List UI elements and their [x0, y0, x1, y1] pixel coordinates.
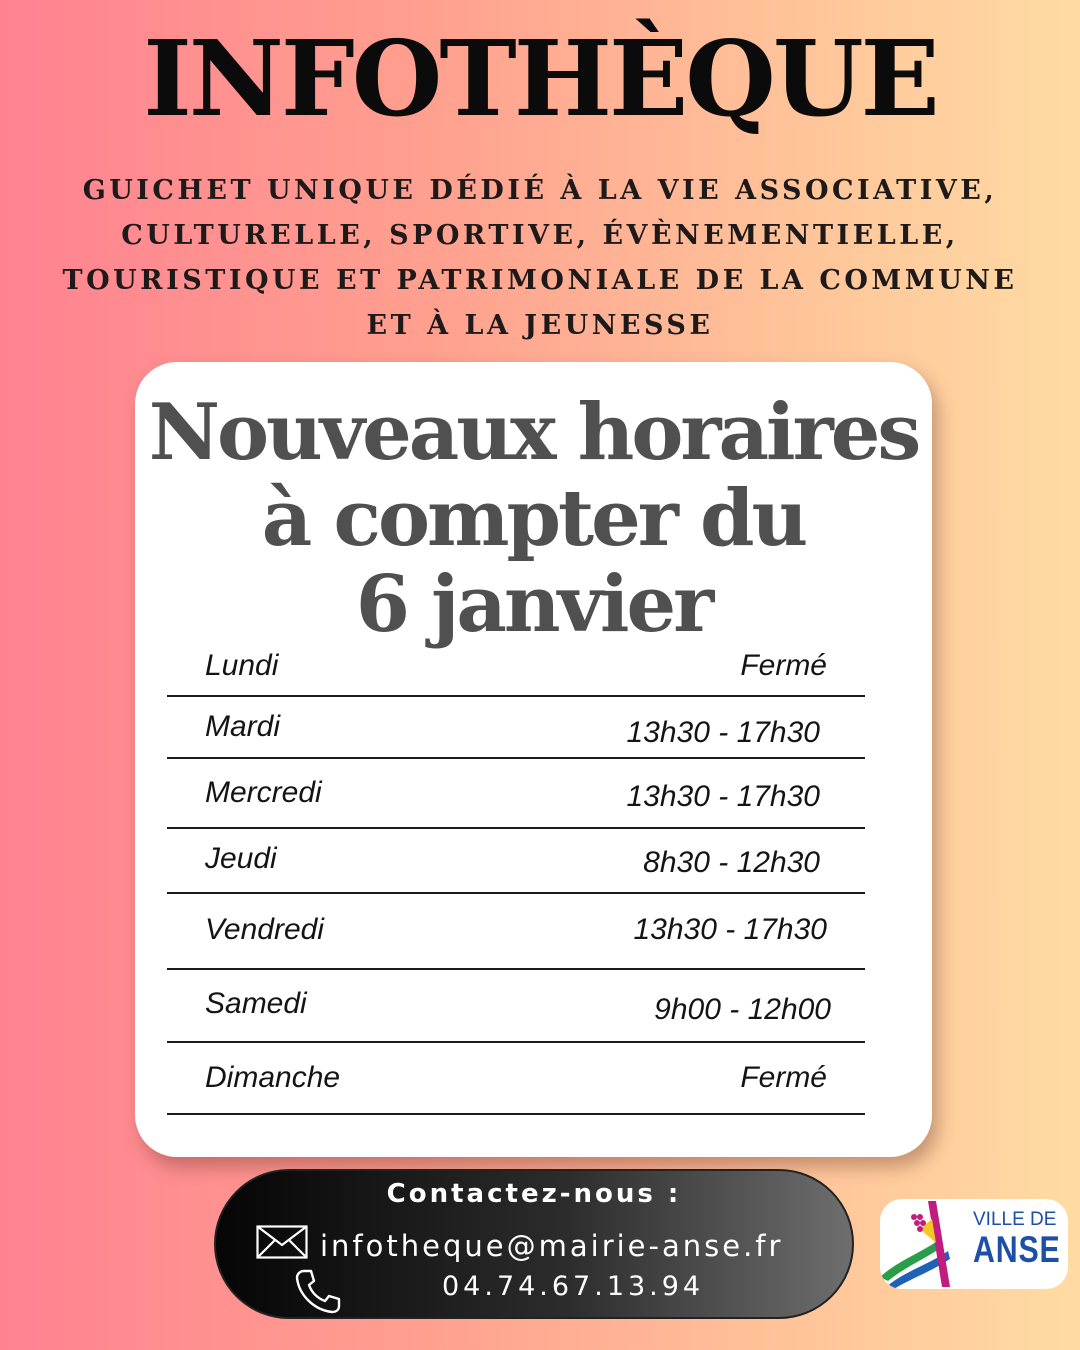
email-link[interactable]: infotheque@mairie-anse.fr [320, 1229, 784, 1263]
contact-box [214, 1169, 854, 1319]
time-value: 13h30 - 17h30 [626, 716, 820, 749]
day-label: Mardi [205, 710, 281, 743]
logo-text-line1: VILLE DE [973, 1209, 1057, 1230]
day-label: Samedi [205, 987, 307, 1020]
hours-row [167, 1043, 865, 1115]
day-label: Jeudi [205, 842, 277, 875]
logo-text-line2: ANSE [973, 1229, 1061, 1270]
hours-row [167, 829, 865, 894]
time-value: 8h30 - 12h30 [643, 846, 820, 879]
hours-card [135, 362, 932, 1157]
day-label: Mercredi [205, 776, 322, 809]
page-title: INFOTHÈQUE [143, 17, 937, 140]
time-value: Fermé [740, 1061, 827, 1094]
headline-line: Nouveaux horaires [148, 387, 919, 478]
subtitle-line: ET À LA JEUNESSE [366, 310, 714, 341]
day-label: Dimanche [205, 1061, 341, 1094]
time-value: 13h30 - 17h30 [626, 780, 820, 813]
hours-row [167, 697, 865, 759]
time-value: 9h00 - 12h00 [654, 993, 831, 1026]
hours-row [167, 970, 865, 1043]
hours-row [167, 894, 865, 970]
hours-row [167, 624, 865, 697]
subtitle-line: CULTURELLE, SPORTIVE, ÉVÈNEMENTIELLE, [121, 220, 959, 251]
envelope-icon [256, 1225, 308, 1263]
headline-line: à compter du [261, 473, 806, 564]
phone-icon [294, 1267, 342, 1319]
subtitle [20, 168, 1060, 348]
ville-logo [880, 1199, 1068, 1289]
time-value: 13h30 - 17h30 [633, 913, 827, 946]
headline-line: 6 janvier [355, 559, 712, 650]
subtitle-line: GUICHET UNIQUE DÉDIÉ À LA VIE ASSOCIATIVE, [82, 175, 998, 206]
time-value: Fermé [740, 649, 827, 682]
day-label: Vendredi [205, 913, 324, 946]
hours-row [167, 759, 865, 829]
day-label: Lundi [205, 649, 279, 682]
hours-headline [135, 387, 932, 650]
subtitle-line: TOURISTIQUE ET PATRIMONIALE DE LA COMMUNE [62, 265, 1018, 296]
logo-mark-icon [880, 1199, 972, 1289]
phone-number[interactable]: 04.74.67.13.94 [442, 1271, 705, 1302]
contact-title: Contactez-nous : [386, 1179, 682, 1209]
